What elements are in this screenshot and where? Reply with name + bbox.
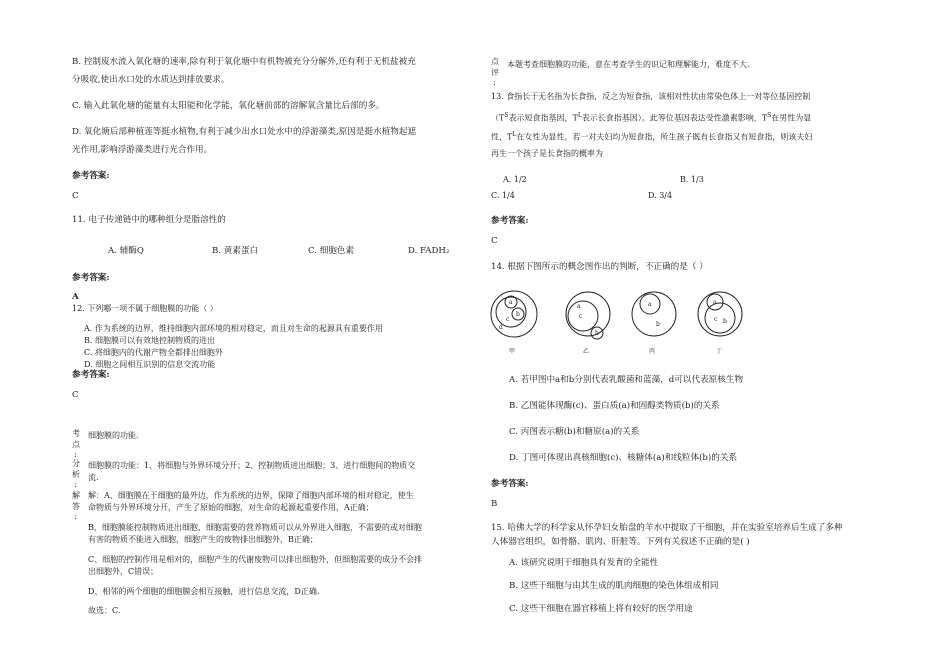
q14-option-c: C. 丙图表示糖(b)和糖原(a)的关系 [509,427,640,437]
q10-answer: C [72,191,79,201]
q12-option-d: D. 细胞之间相互识别的信息交流功能 [84,360,216,369]
jia-label-d: d [499,324,503,331]
q12-option-a: A. 作为系统的边界，维持细胞内部环境的相对稳定，而且对生命的起源具有重要作用 [84,324,383,333]
q15-stem-line2: 人体器官组织，如骨骼、肌肉、肝脏等。下列有关叙述不正确的是( ) [491,537,750,547]
q12-fenxi-colon: : [74,480,77,489]
q12-kaodian-label-2: 点 [72,440,80,449]
q14-option-d: D. 丁图可体现出真核细胞(c)、核糖体(a)和线粒体(b)的关系 [509,453,738,463]
q13-option-d: D. 3/4 [648,191,673,200]
q14-answer-label: 参考答案: [491,479,529,489]
q11-option-d: D. FADH₂ [408,246,450,256]
q13-option-c: C. 1/4 [491,191,515,200]
review-label-2: 评 [491,68,499,77]
q10-answer-label: 参考答案: [72,171,110,181]
q12-jieda-c-2: 出细胞外，C错误； [88,567,159,576]
q11-answer-label: 参考答案: [72,273,110,283]
q13-stem-line2: （$T^S$表示短食指基因，$T^L$表示长食指基因）。此等位基因表达受性激素影响，$T^S$在男性为显 [491,112,812,123]
q12-jieda-d: D、相邻的两个细胞的细胞膜会相互接触，进行信息交流，D正确. [88,587,320,596]
q12-jieda-a-1: 解：A、细胞膜在于细胞的最外边，作为系统的边界，保障了细胞内部环境的相对稳定，使生 [88,491,414,500]
q12-option-b: B. 细胞膜可以有效地控制物质的进出 [84,336,215,345]
q11-answer: A [72,292,79,302]
q13-answer-label: 参考答案: [491,216,529,226]
q11-option-a: A. 辅酶Q [108,246,144,256]
ding-outer-circle [698,292,742,336]
q14-stem: 14. 根据下图所示的概念图作出的判断，不正确的是（ ） [491,262,708,272]
ding-caption: 丁 [716,348,723,355]
q13-stem-line4: 再生一个孩子是长食指的概率为 [491,149,603,158]
jia-caption: 甲 [509,348,516,355]
q10-option-b-line2: 分吸收,使出水口处的水质达到排放要求。 [72,75,230,85]
q15-option-c: C. 这些干细胞在器官移植上将有较好的医学用途 [509,604,693,614]
yi-caption: 乙 [583,348,590,355]
ding-label-a: a [713,299,717,306]
q11-option-c: C. 细胞色素 [308,246,355,256]
yi-outer-circle [566,292,610,336]
q12-jieda-colon: : [74,512,77,521]
q12-fenxi-label-2: 析 [72,470,80,479]
ding-label-c: c [714,316,718,323]
q12-fenxi-text-1: 细胞膜的功能：1、将细胞与外界环境分开；2、控制物质进出细胞；3、进行细胞间的物质交 [88,461,416,470]
q13-stem-line3: 性，$T^L$在女性为显性。若一对夫妇均为短食指，所生孩子既有长食指又有短食指，则该夫妇 [491,131,813,142]
q10-option-b-line1: B. 控制废水流入氧化塘的速率,除有利于氧化塘中有机物被充分分解外,还有利于无机盐被充 [72,57,416,67]
q13-option-a: A. 1/2 [503,175,527,184]
jia-label-b: b [516,311,520,318]
q13-stem-line1: 13. 食指长于无名指为长食指，反之为短食指，该相对性状由常染色体上一对等位基因控制 [491,92,811,101]
q15-option-b: B. 这些干细胞与由其生成的肌肉细胞的染色体组成相同 [509,581,719,591]
q11-stem: 11. 电子传递链中的哪种组分是脂溶性的 [72,215,226,225]
q14-concept-diagram [490,285,770,357]
jia-outer-circle [491,291,537,337]
ding-circle-c [705,303,735,333]
q12-kaodian-colon: : [74,450,77,459]
bing-caption: 丙 [649,348,656,355]
q12-answer-label: 参考答案: [72,370,110,380]
q12-jieda-a-2: 命物质与外界环境分开，产生了原始的细胞，对生命的起源起重要作用，A正确； [88,503,374,512]
review-label-1: 点 [491,57,499,66]
q10-option-d-line1: D. 氧化塘后部种植莲等挺水植物,有利于减少出水口处水中的浮游藻类,原因是挺水植物起遮 [72,127,417,137]
ding-label-b: b [723,318,727,325]
q12-kaodian-text: 细胞膜的功能. [88,431,139,440]
q13-answer: C [491,236,498,246]
q13-option-b: B. 1/3 [680,175,704,184]
bing-label-b: b [656,321,660,328]
yi-label-a: a [577,303,581,310]
yi-label-c: c [579,313,583,320]
q12-fenxi-text-2: 流. [88,473,99,482]
q12-answer: C [72,390,79,400]
bing-outer-circle [632,292,676,336]
q15-option-a: A. 该研究说明干细胞具有发育的全能性 [509,558,659,568]
q12-jieda-label-2: 答 [72,502,80,511]
q12-jieda-b-2: 有害的物质不能进入细胞，细胞产生的废物排出细胞外，B正确； [88,535,318,544]
yi-circle-c [568,301,598,331]
q12-fenxi-label-1: 分 [72,459,80,468]
jia-label-a: a [509,299,513,306]
review-text: 本题考查细胞膜的功能，意在考查学生的识记和理解能力，难度不大. [507,60,750,69]
bing-label-a: a [648,301,652,308]
q14-option-a: A. 若甲图中a和b分别代表乳酸菌和蓝藻，d可以代表原核生物 [509,375,744,385]
q15-stem-line1: 15. 哈佛大学的科学家从怀孕妇女胎盘的羊水中提取了干细胞，并在实验室培养后生成了多种 [491,523,843,533]
yi-label-b: b [595,330,599,337]
q12-kaodian-label-1: 考 [72,429,80,438]
q12-jieda-b-1: B、细胞膜能控制物质进出细胞，细胞需要的营养物质可以从外界进入细胞，不需要的或对细胞 [88,523,422,532]
jia-label-c: c [506,316,510,323]
q12-option-c: C. 将细胞内的代谢产物全都排出细胞外 [84,348,223,357]
q12-stem: 12. 下列哪一项不属于细胞膜的功能（ ） [72,304,218,313]
q12-jieda-c-1: C、细胞的控制作用是相对的，细胞产生的代谢废物可以排出细胞外，但细胞需要的成分不会排 [88,555,423,564]
q14-option-b: B. 乙图能体现酶(c)、蛋白质(a)和固醇类物质(b)的关系 [509,401,720,411]
q12-jieda-label-1: 解 [72,491,80,500]
q11-option-b: B. 黄素蛋白 [212,246,259,256]
q10-option-d-line2: 光作用,影响浮游藻类进行光合作用。 [72,145,213,155]
q10-option-c: C. 输入此氧化塘的能量有太阳能和化学能，氧化塘前部的溶解氧含量比后部的多。 [72,101,385,111]
q14-answer: B [491,499,498,509]
q12-conclusion: 故选：C. [88,606,121,615]
review-colon: : [493,78,496,87]
